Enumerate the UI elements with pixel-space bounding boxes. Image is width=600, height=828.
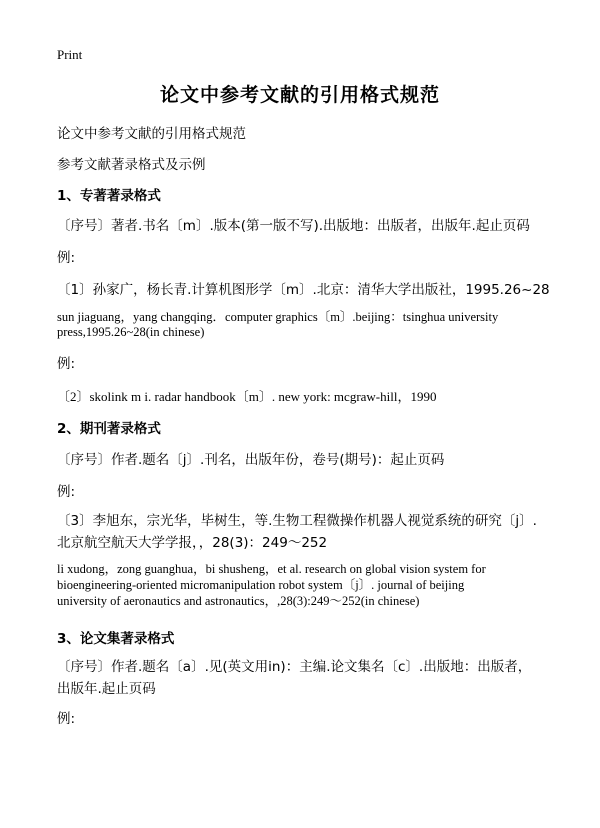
reference-cn: 〔3〕李旭东，宗光华，毕树生，等.生物工程微操作机器人视觉系统的研究〔j〕.北京航空航天大学学报，，28(3)：249～252: [57, 513, 537, 551]
format-line: 〔序号〕著者.书名〔m〕.版本(第一版不写).出版地：出版者，出版年.起止页码: [57, 218, 530, 234]
format-line: 〔序号〕作者.题名〔a〕.见(英文用in)：主编.论文集名〔c〕.出版地：出版者，出版年.起止页码: [57, 659, 532, 697]
section-heading: 1、专著著录格式: [57, 188, 161, 204]
example-label: 例:: [57, 484, 76, 500]
reference-cn: 〔2〕skolink m i. radar handbook〔m〕. new york: mcgraw-hill，1990: [57, 389, 437, 404]
section-heading: 3、论文集著录格式: [57, 631, 175, 647]
document-title: 论文中参考文献的引用格式规范: [159, 84, 440, 106]
print-label: Print: [57, 47, 83, 62]
reference-en: sun jiaguang，yang changqing．computer graphics〔m〕.beijing：tsinghua university press,1995.26~28(in chinese): [57, 310, 499, 339]
example-label: 例:: [57, 250, 76, 266]
format-line: 〔序号〕作者.题名〔j〕.刊名，出版年份，卷号(期号)：起止页码: [57, 452, 445, 468]
example-label: 例:: [57, 356, 76, 372]
reference-en: li xudong，zong guanghua，bi shusheng，et al. research on global vision system for bioengineering-oriented micromanipulation robot system〔j〕. journal of beijing university of aeronautics and astronautics，,28(3):249～252(in chinese): [57, 562, 486, 608]
section-heading: 2、期刊著录格式: [57, 421, 161, 437]
section-intro: 参考文献著录格式及示例: [57, 157, 206, 173]
reference-cn: 〔1〕孙家广，杨长青.计算机图形学〔m〕.北京：清华大学出版社，1995.26~28: [57, 282, 550, 298]
subtitle: 论文中参考文献的引用格式规范: [57, 126, 246, 142]
example-label: 例:: [57, 711, 76, 727]
